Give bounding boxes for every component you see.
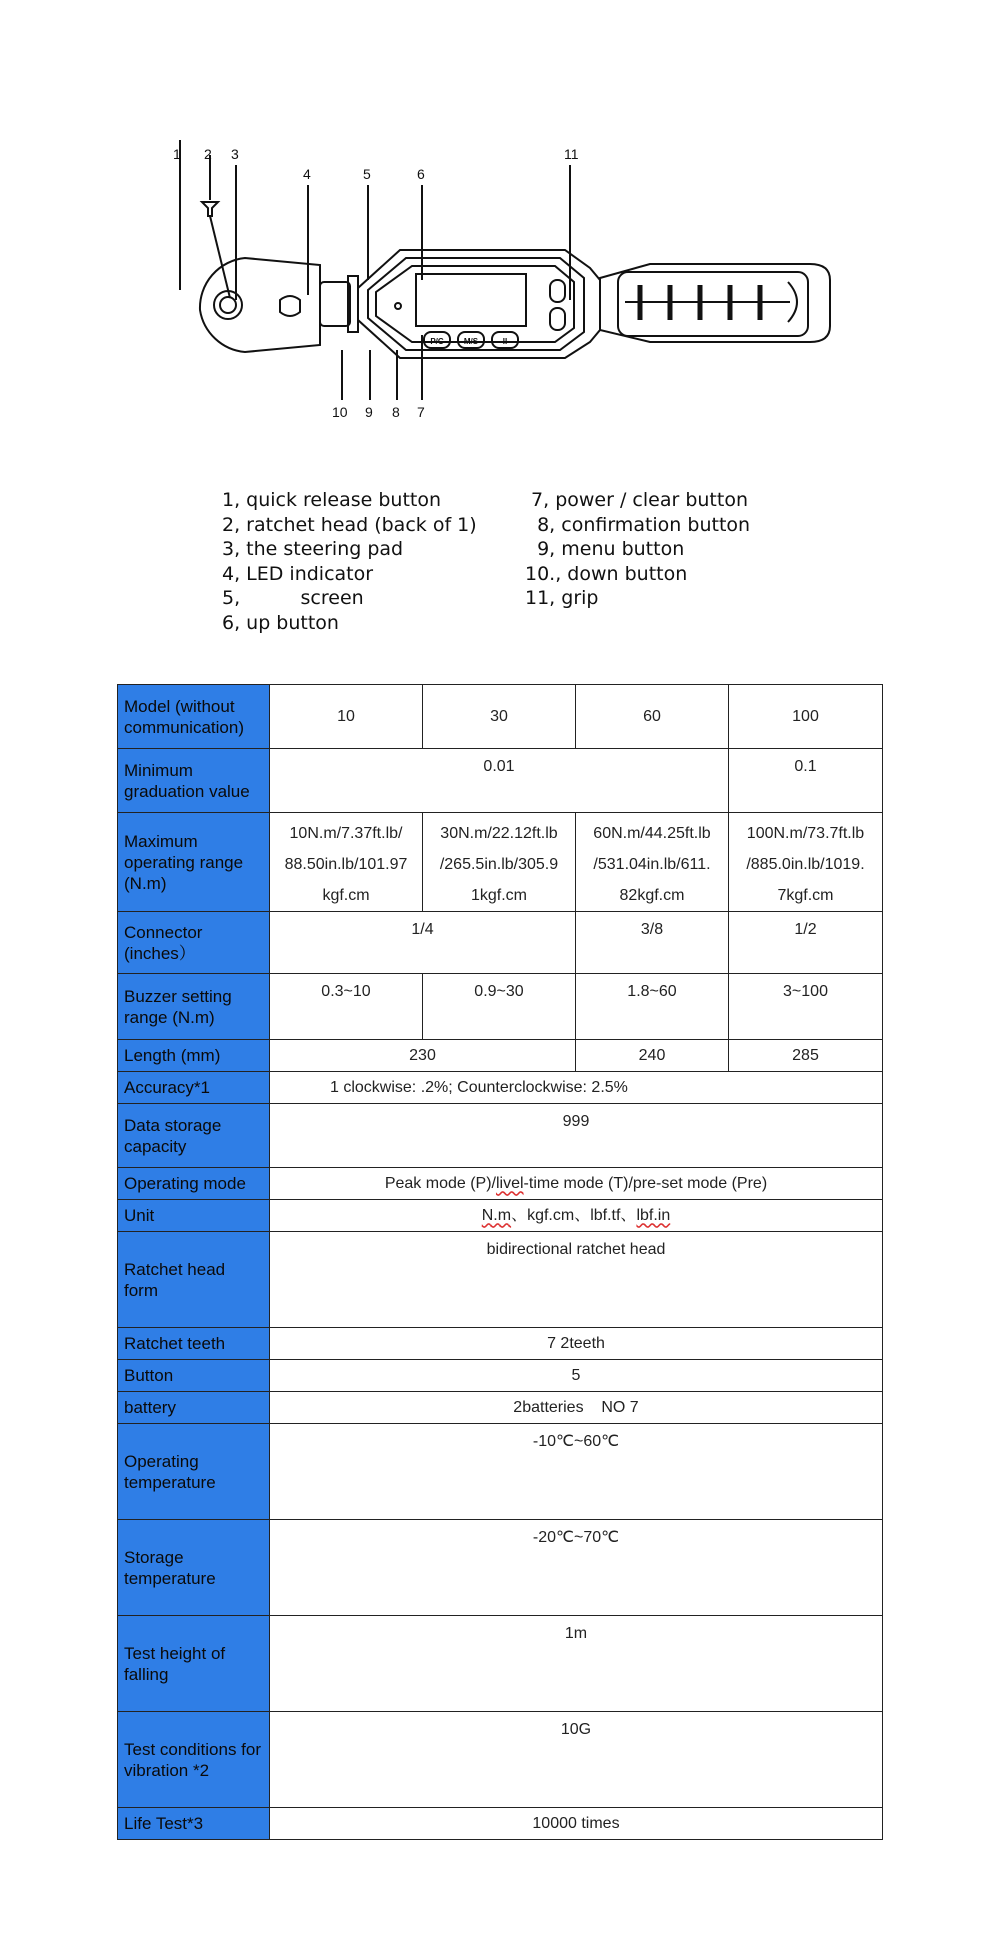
callout-11: 11 [564, 146, 579, 162]
legend-item: 2, ratchet head (back of 1) [222, 513, 477, 536]
table-row [118, 1360, 883, 1392]
table-cell: 10 [270, 685, 423, 749]
unit-text: lbf.in [636, 1206, 671, 1224]
mode-text-misspelled: livel [495, 1174, 524, 1192]
row-label-life-test: Life Test*3 [118, 1808, 270, 1840]
table-row [118, 974, 883, 1040]
table-row [118, 1232, 883, 1328]
mode-text: Peak mode (P)/ [384, 1174, 496, 1192]
table-row [118, 1392, 883, 1424]
table-row [118, 912, 883, 974]
table-cell: 0.1 [729, 749, 883, 813]
legend-item: 9, menu button [525, 538, 685, 560]
table-cell: 3~100 [729, 974, 883, 1040]
row-label-vibration: Test conditions for vibration *2 [118, 1712, 270, 1808]
table-cell: 999 [270, 1104, 883, 1168]
table-cell: 1/2 [729, 912, 883, 974]
table-cell: 10000 times [270, 1808, 883, 1840]
callout-5: 5 [363, 166, 371, 182]
row-label-mode: Operating mode [118, 1168, 270, 1200]
table-cell: 0.3~10 [270, 974, 423, 1040]
button-label-pc: P/C [430, 337, 444, 346]
table-row [118, 1040, 883, 1072]
table-cell: 60N.m/44.25ft.lb /531.04in.lb/611. 82kgf.cm [576, 813, 729, 912]
legend-item: 3, the steering pad [222, 538, 404, 560]
steering-pad-shape [280, 296, 300, 316]
callout-4: 4 [303, 166, 311, 182]
table-row [118, 685, 883, 749]
table-cell: bidirectional ratchet head [270, 1232, 883, 1328]
callout-1: 1 [173, 146, 181, 162]
callout-10: 10 [332, 404, 348, 420]
table-cell: 285 [729, 1040, 883, 1072]
table-cell: 10N.m/7.37ft.lb/ 88.50in.lb/101.97 kgf.cm [270, 813, 423, 912]
table-row [118, 1424, 883, 1520]
table-cell: 0.01 [270, 749, 729, 813]
legend-item: 4, LED indicator [222, 562, 374, 585]
table-row [118, 1328, 883, 1360]
row-label-max-range: Maximum operating range (N.m) [118, 813, 270, 912]
row-label-connector: Connector (inches） [118, 912, 270, 974]
row-label-accuracy: Accuracy*1 [118, 1072, 270, 1104]
ratchet-head-outline [200, 258, 320, 352]
table-cell: 30 [423, 685, 576, 749]
table-row [118, 813, 883, 912]
table-row [118, 1520, 883, 1616]
table-row [118, 1168, 883, 1200]
legend-item: 8, confirmation button [525, 513, 751, 536]
row-label-button: Button [118, 1360, 270, 1392]
up-button-shape [550, 280, 565, 302]
button-label-ms: M/S [463, 337, 479, 346]
row-label-op-temp: Operating temperature [118, 1424, 270, 1520]
legend-item: 5, screen [222, 587, 364, 609]
table-cell: 7 2teeth [270, 1328, 883, 1360]
table-cell: 0.9~30 [423, 974, 576, 1040]
callout-6: 6 [417, 166, 425, 182]
table-cell: 5 [270, 1360, 883, 1392]
callout-9: 9 [365, 404, 373, 420]
row-label-teeth: Ratchet teeth [118, 1328, 270, 1360]
legend-left-column [222, 488, 477, 635]
table-row [118, 1808, 883, 1840]
legend-item: 1, quick release button [222, 489, 442, 511]
row-label-model: Model (without communication) [118, 685, 270, 749]
row-label-fall-test: Test height of falling [118, 1616, 270, 1712]
legend-item: 10., down button [525, 562, 688, 585]
table-cell: 1 clockwise: .2%; Counterclockwise: 2.5% [270, 1072, 883, 1104]
row-label-battery: battery [118, 1392, 270, 1424]
down-button-shape [550, 308, 565, 330]
table-cell: 30N.m/22.12ft.lb /265.5in.lb/305.9 1kgf.cm [423, 813, 576, 912]
table-row [118, 1712, 883, 1808]
table-cell [270, 1168, 883, 1200]
table-row [118, 1072, 883, 1104]
unit-text: 、kgf.cm、lbf.tf、 [511, 1206, 637, 1224]
table-cell: 60 [576, 685, 729, 749]
unit-text: N.m [481, 1206, 512, 1224]
table-cell: -10℃~60℃ [270, 1424, 883, 1520]
row-label-storage-temp: Storage temperature [118, 1520, 270, 1616]
callout-2: 2 [204, 146, 212, 162]
table-cell: 230 [270, 1040, 576, 1072]
table-cell: 2batteries NO 7 [270, 1392, 883, 1424]
row-label-unit: Unit [118, 1200, 270, 1232]
row-label-buzzer: Buzzer setting range (N.m) [118, 974, 270, 1040]
table-cell: 100 [729, 685, 883, 749]
legend-item: 7, power / clear button [525, 489, 748, 511]
table-cell: -20℃~70℃ [270, 1520, 883, 1616]
row-label-length: Length (mm) [118, 1040, 270, 1072]
callout-8: 8 [392, 404, 400, 420]
legend-item: 11, grip [525, 587, 599, 609]
table-row [118, 749, 883, 813]
table-cell: 10G [270, 1712, 883, 1808]
torque-wrench-diagram [170, 140, 850, 440]
mode-text: -time mode (T)/pre-set mode (Pre) [523, 1174, 768, 1192]
row-label-ratchet-head: Ratchet head form [118, 1232, 270, 1328]
table-cell [270, 1200, 883, 1232]
table-cell: 240 [576, 1040, 729, 1072]
table-cell: 1/4 [270, 912, 576, 974]
row-label-min-graduation: Minimum graduation value [118, 749, 270, 813]
button-label-ii: II [502, 337, 508, 346]
legend-item: 6, up button [222, 611, 339, 634]
callout-3: 3 [231, 146, 239, 162]
led-shape [395, 303, 401, 309]
legend-right-column [525, 488, 750, 611]
spec-table [117, 684, 883, 1840]
table-row [118, 1616, 883, 1712]
row-label-storage: Data storage capacity [118, 1104, 270, 1168]
table-cell: 3/8 [576, 912, 729, 974]
parts-legend [222, 488, 822, 638]
table-cell: 100N.m/73.7ft.lb /885.0in.lb/1019. 7kgf.cm [729, 813, 883, 912]
table-row [118, 1200, 883, 1232]
wrench-illustration [170, 140, 850, 440]
screen-shape [416, 274, 526, 326]
quick-release-button-shape [214, 291, 242, 319]
table-cell: 1.8~60 [576, 974, 729, 1040]
callout-7: 7 [417, 404, 425, 420]
table-cell: 1m [270, 1616, 883, 1712]
table-row [118, 1104, 883, 1168]
